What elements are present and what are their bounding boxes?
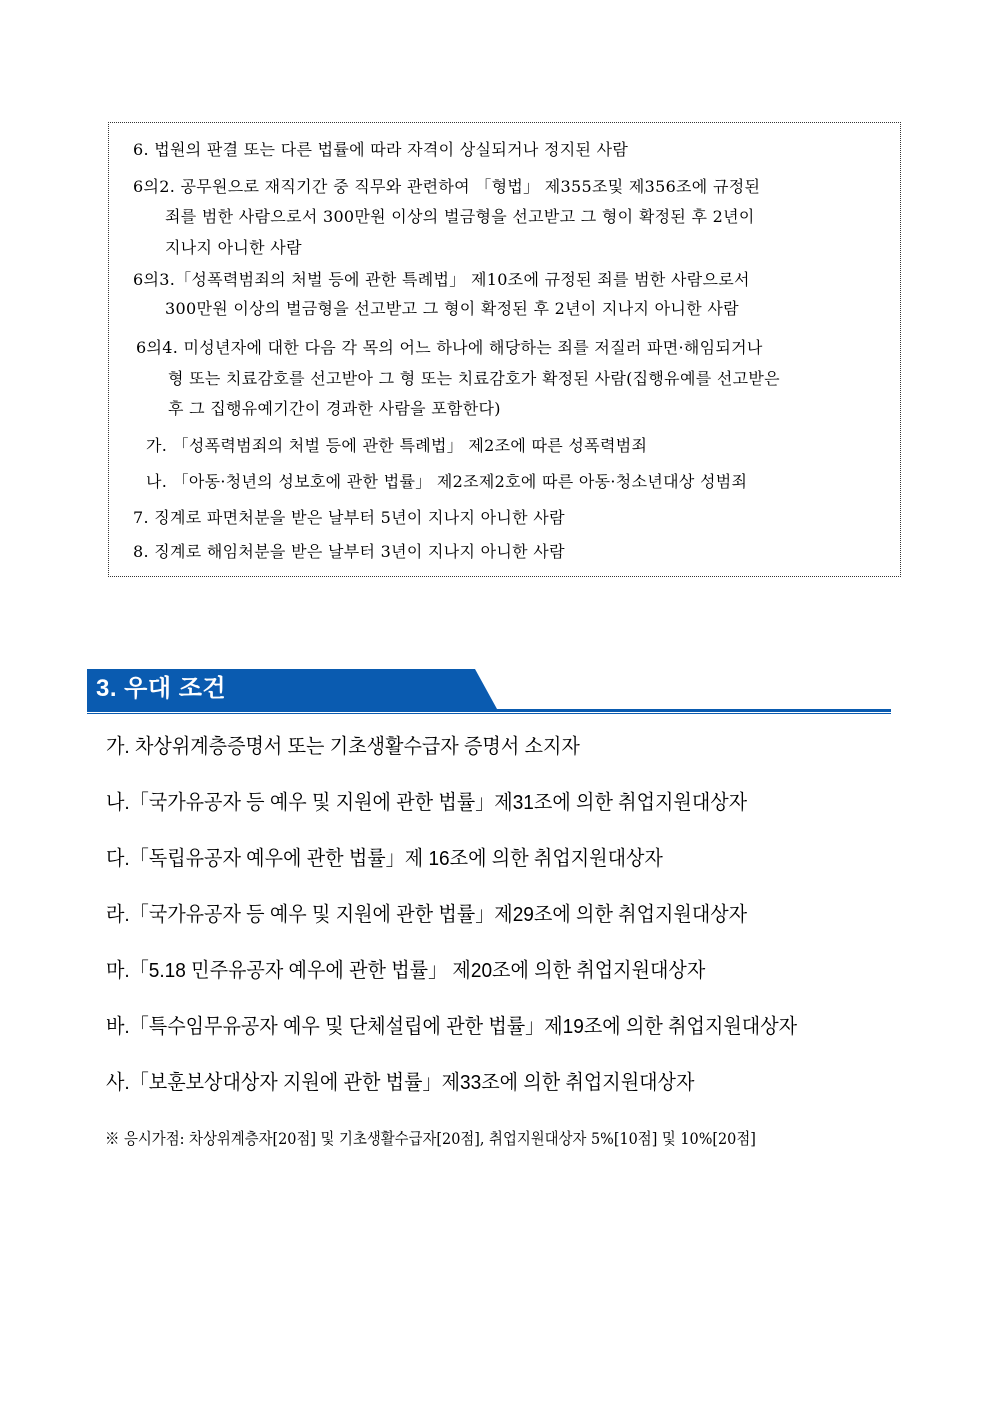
box-line-6-2: 6의2. 공무원으로 재직기간 중 직무와 관련하여 「형법」 제355조및 제356조에 규정된 <box>133 177 761 196</box>
preference-item-ba: 바.「특수임무유공자 예우 및 단체설립에 관한 법률」제19조에 의한 취업지원대상자 <box>106 1015 798 1038</box>
section-divider <box>87 709 891 712</box>
box-line-7: 7. 징계로 파면처분을 받은 날부터 5년이 지나지 아니한 사람 <box>133 508 565 527</box>
preference-item-na: 나.「국가유공자 등 예우 및 지원에 관한 법률」제31조에 의한 취업지원대상자 <box>106 791 748 814</box>
bonus-points-note: ※ 응시가점: 차상위계층자[20점] 및 기초생활수급자[20점], 취업지원대상자 5%[10점] 및 10%[20점] <box>105 1129 756 1148</box>
preference-item-ra: 라.「국가유공자 등 예우 및 지원에 관한 법률」제29조에 의한 취업지원대상자 <box>106 903 748 926</box>
preference-item-ga: 가. 차상위계층증명서 또는 기초생활수급자 증명서 소지자 <box>106 735 580 758</box>
box-line-6-4-cont1: 형 또는 치료감호를 선고받아 그 형 또는 치료감호가 확정된 사람(집행유예를 선고받은 <box>168 369 780 388</box>
box-line-6-4-cont2: 후 그 집행유예기간이 경과한 사람을 포함한다) <box>168 399 501 418</box>
preference-item-ma: 마.「5.18 민주유공자 예우에 관한 법률」 제20조에 의한 취업지원대상자 <box>106 959 706 982</box>
box-line-6-2-cont1: 죄를 범한 사람으로서 300만원 이상의 벌금형을 선고받고 그 형이 확정된 후 2년이 <box>165 207 755 226</box>
box-line-6-4-ga: 가. 「성폭력범죄의 처벌 등에 관한 특례법」 제2조에 따른 성폭력범죄 <box>146 436 648 455</box>
box-line-8: 8. 징계로 해임처분을 받은 날부터 3년이 지나지 아니한 사람 <box>133 542 565 561</box>
preference-item-da: 다.「독립유공자 예우에 관한 법률」제 16조에 의한 취업지원대상자 <box>106 847 663 870</box>
section-divider-thin <box>87 713 891 714</box>
box-line-6: 6. 법원의 판결 또는 다른 법률에 따라 자격이 상실되거나 정지된 사람 <box>133 140 629 159</box>
preference-item-sa: 사.「보훈보상대상자 지원에 관한 법률」제33조에 의한 취업지원대상자 <box>106 1071 695 1094</box>
box-line-6-3: 6의3.「성폭력범죄의 처벌 등에 관한 특례법」 제10조에 규정된 죄를 범한 사람으로서 <box>133 270 750 289</box>
box-line-6-4: 6의4. 미성년자에 대한 다음 각 목의 어느 하나에 해당하는 죄를 저질러 파면·해임되거나 <box>136 338 763 357</box>
box-line-6-2-cont2: 지나지 아니한 사람 <box>165 238 302 257</box>
box-line-6-3-cont: 300만원 이상의 벌금형을 선고받고 그 형이 확정된 후 2년이 지나지 아니한 사람 <box>165 299 739 318</box>
box-line-6-4-na: 나. 「아동·청년의 성보호에 관한 법률」 제2조제2호에 따른 아동·청소년대상 성범죄 <box>146 472 748 491</box>
section-title: 3. 우대 조건 <box>96 675 227 702</box>
